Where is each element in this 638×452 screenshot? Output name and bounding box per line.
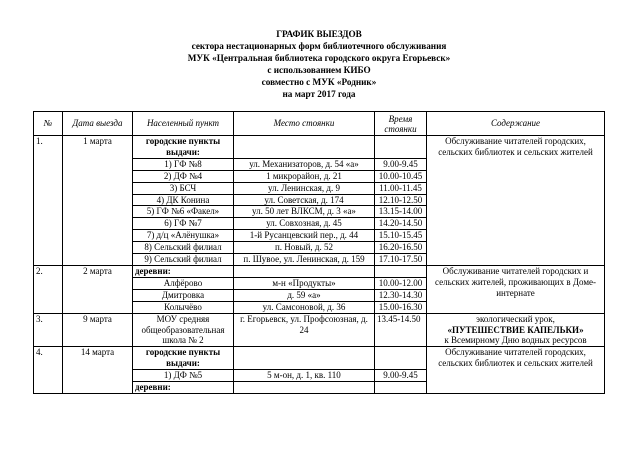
col-header-place: Населенный пункт — [133, 112, 234, 136]
stop-cell: ул. Самсоновой, д. 36 — [234, 301, 375, 313]
row-date: 2 марта — [63, 265, 133, 313]
stop-cell: м-н «Продукты» — [234, 277, 375, 289]
row-num: 1. — [34, 136, 63, 266]
time-cell: 16.20-16.50 — [375, 242, 427, 254]
place-cell: МОУ средняя общеобразовательная школа № 2 — [133, 313, 234, 347]
stop-cell: 1 микрорайон, д. 21 — [234, 170, 375, 182]
stop-cell: ул. Ленинская, д. 9 — [234, 182, 375, 194]
time-cell: 17.10-17.50 — [375, 254, 427, 266]
time-cell: 13.45-14.50 — [375, 313, 427, 347]
doc-subtitle-sector: сектора нестационарных форм библиотечного обслуживания — [191, 41, 447, 51]
schedule-table — [33, 111, 605, 394]
empty-cell — [234, 382, 375, 394]
table-row — [34, 347, 605, 370]
col-header-num: № — [34, 112, 63, 136]
time-cell: 13.15-14.00 — [375, 206, 427, 218]
empty-cell — [375, 382, 427, 394]
doc-subtitle-kibo: с использованием КИБО — [267, 65, 371, 75]
time-cell: 15.10-15.45 — [375, 230, 427, 242]
row-num: 4. — [34, 347, 63, 394]
time-cell: 14.20-14.50 — [375, 218, 427, 230]
empty-cell — [375, 265, 427, 277]
doc-subtitle-period: на март 2017 года — [282, 89, 356, 99]
place-cell: 6) ГФ №7 — [133, 218, 234, 230]
place-cell: 8) Сельский филиал — [133, 242, 234, 254]
place-cell: 5) ГФ №6 «Факел» — [133, 206, 234, 218]
place-cell: 9) Сельский филиал — [133, 254, 234, 266]
place-cell: 2) ДФ №4 — [133, 170, 234, 182]
place-cell: 7) д/ц «Алёнушка» — [133, 230, 234, 242]
time-cell: 10.00-10.45 — [375, 170, 427, 182]
row-content: Обслуживание читателей городских и сельских жителей, проживающих в Доме-интернате — [427, 265, 605, 313]
time-cell: 12.30-14.30 — [375, 289, 427, 301]
row-content: Обслуживание читателей городских, сельских библиотек и сельских жителей — [427, 347, 605, 394]
place-cell: 3) БСЧ — [133, 182, 234, 194]
empty-cell — [375, 347, 427, 370]
time-cell: 9.00-9.45 — [375, 158, 427, 170]
stop-cell: ул. Механизаторов, д. 54 «а» — [234, 158, 375, 170]
time-cell: 12.10-12.50 — [375, 194, 427, 206]
time-cell: 15.00-16.30 — [375, 301, 427, 313]
place-cell: 1) ГФ №8 — [133, 158, 234, 170]
row-content: Обслуживание читателей городских, сельских библиотек и сельских жителей — [427, 136, 605, 266]
stop-cell: ул. 50 лет ВЛКСМ, д. 3 «а» — [234, 206, 375, 218]
place-cell: Колычёво — [133, 301, 234, 313]
stop-cell: г. Егорьевск, ул. Профсоюзная, д. 24 — [234, 313, 375, 347]
empty-cell — [234, 347, 375, 370]
group-label: деревни: — [133, 382, 234, 394]
group-label: городские пункты выдачи: — [133, 347, 234, 370]
stop-cell: 5 м-он, д. 1, кв. 110 — [234, 370, 375, 382]
row-num: 3. — [34, 313, 63, 347]
stop-cell: 1-й Русанцевский пер., д. 44 — [234, 230, 375, 242]
empty-cell — [234, 265, 375, 277]
col-header-stop: Место стоянки — [234, 112, 375, 136]
col-header-date: Дата выезда — [63, 112, 133, 136]
col-header-content: Содержание — [427, 112, 605, 136]
stop-cell: д. 59 «а» — [234, 289, 375, 301]
table-row — [34, 265, 605, 277]
row-date: 14 марта — [63, 347, 133, 394]
doc-subtitle-partner: совместно с МУК «Родник» — [261, 77, 377, 87]
time-cell: 10.00-12.00 — [375, 277, 427, 289]
group-label: деревни: — [133, 265, 234, 277]
table-header-row — [34, 112, 605, 136]
group-label: городские пункты выдачи: — [133, 136, 234, 159]
place-cell: 1) ДФ №5 — [133, 370, 234, 382]
content-line: к Всемирному Дню водных ресурсов — [444, 335, 587, 346]
place-cell: 4) ДК Конина — [133, 194, 234, 206]
table-row — [34, 136, 605, 159]
place-cell: Дмитровка — [133, 289, 234, 301]
table-row — [34, 313, 605, 347]
stop-cell: п. Новый, д. 52 — [234, 242, 375, 254]
place-cell: Алфёрово — [133, 277, 234, 289]
row-num: 2. — [34, 265, 63, 313]
empty-cell — [234, 136, 375, 159]
event-title: «ПУТЕШЕСТВИЕ КАПЕЛЬКИ» — [447, 324, 584, 335]
stop-cell: п. Шувое, ул. Ленинская, д. 159 — [234, 254, 375, 266]
stop-cell: ул. Советская, д. 174 — [234, 194, 375, 206]
col-header-time: Время стоянки — [375, 112, 427, 136]
row-date: 1 марта — [63, 136, 133, 266]
doc-subtitle-org: МУК «Центральная библиотека городского округа Егорьевск» — [187, 53, 451, 63]
content-line: экологический урок, — [476, 313, 555, 324]
row-date: 9 марта — [63, 313, 133, 347]
row-content — [427, 313, 605, 347]
stop-cell: ул. Совхозная, д. 45 — [234, 218, 375, 230]
time-cell: 11.00-11.45 — [375, 182, 427, 194]
empty-cell — [375, 136, 427, 159]
time-cell: 9.00-9.45 — [375, 370, 427, 382]
doc-title: ГРАФИК ВЫЕЗДОВ — [276, 29, 362, 39]
